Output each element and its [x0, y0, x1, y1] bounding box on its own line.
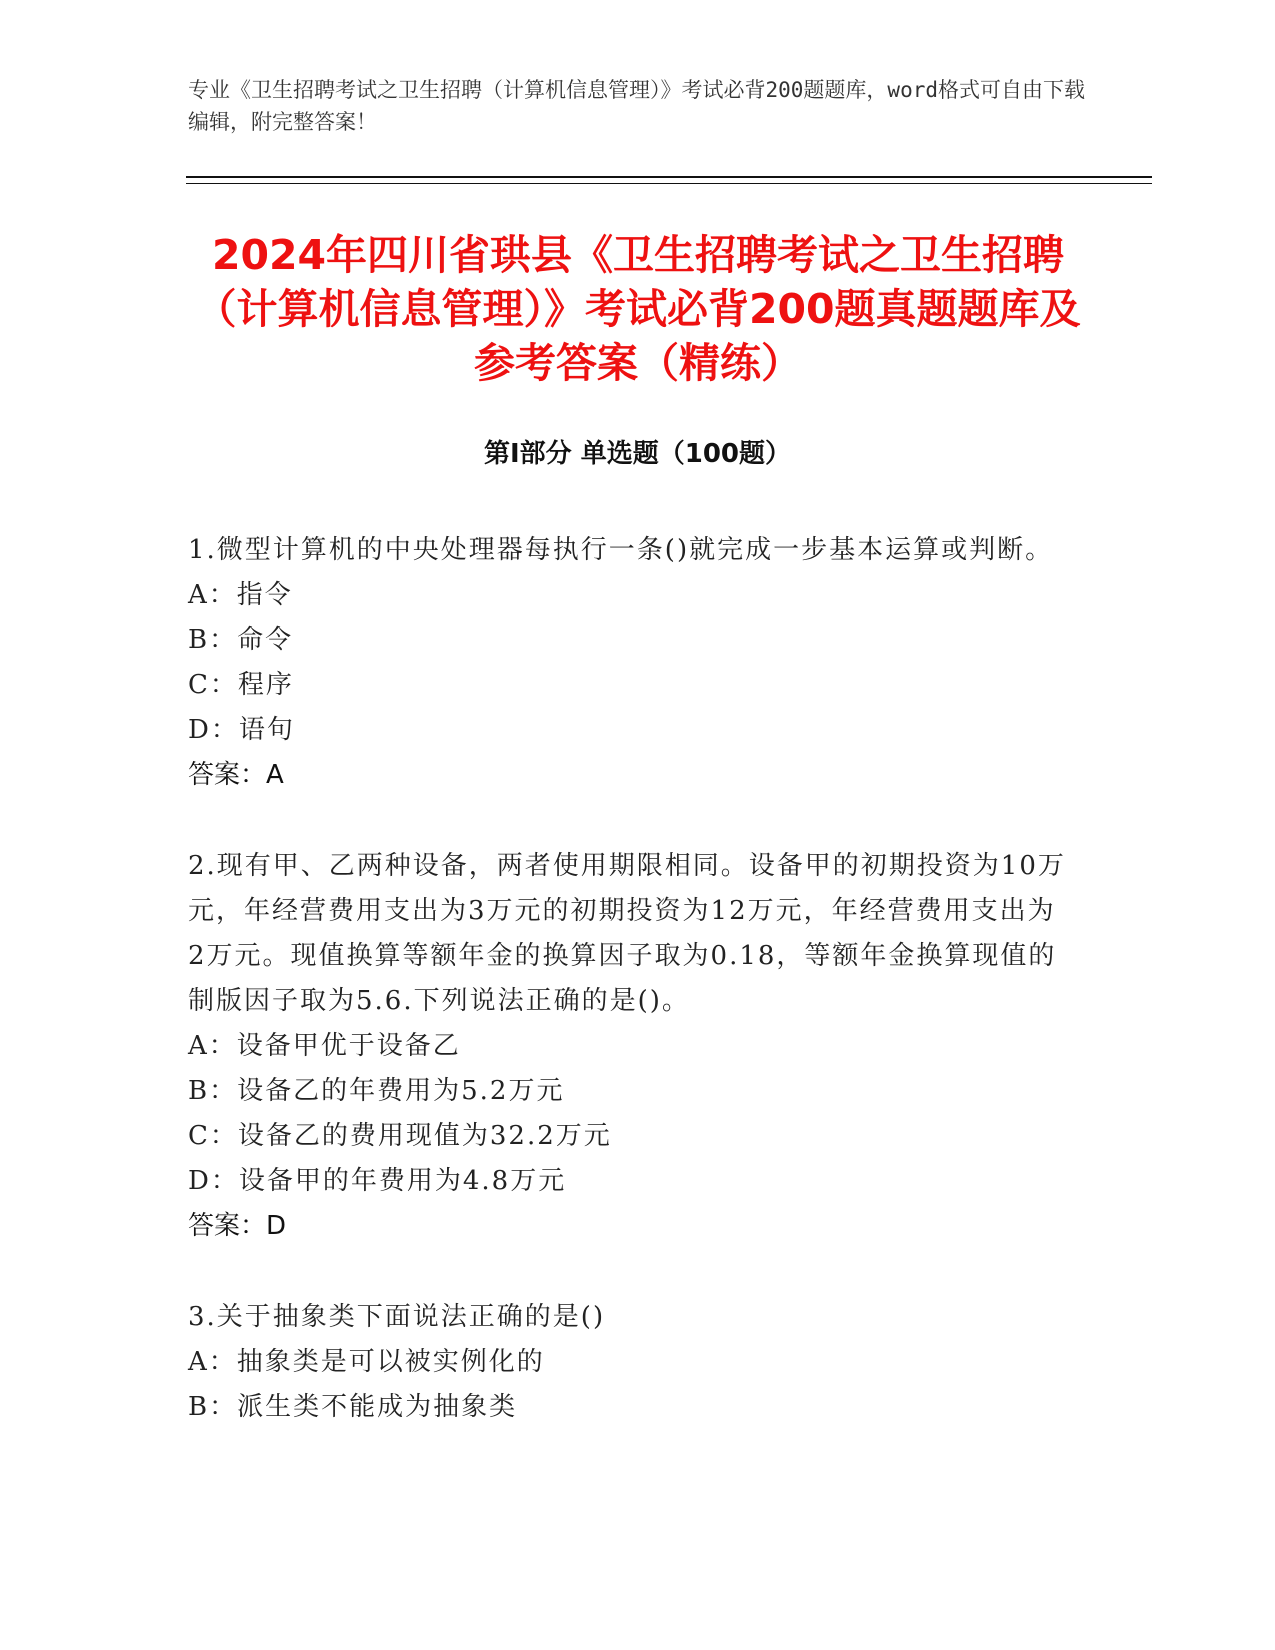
option-b: B：命令	[188, 625, 294, 655]
section-heading: 第I部分 单选题（100题）	[484, 439, 791, 469]
question-2	[188, 844, 1068, 1249]
question-1	[188, 528, 1068, 798]
option-a: A：设备甲优于设备乙	[188, 1031, 461, 1061]
option-d: D：语句	[188, 715, 295, 745]
question-3	[188, 1295, 1068, 1430]
answer: 答案：A	[188, 760, 284, 790]
option-a: A：抽象类是可以被实例化的	[188, 1347, 545, 1377]
header-divider-thick	[186, 176, 1152, 178]
header-divider-thin	[186, 183, 1152, 184]
question-stem: 3.关于抽象类下面说法正确的是()	[188, 1302, 606, 1332]
option-b: B：派生类不能成为抽象类	[188, 1392, 518, 1422]
question-stem: 1.微型计算机的中央处理器每执行一条()就完成一步基本运算或判断。	[188, 535, 1054, 565]
option-a: A：指令	[188, 580, 293, 610]
option-b: B：设备乙的年费用为5.2万元	[188, 1076, 565, 1106]
option-c: C：程序	[188, 670, 294, 700]
header-note: 专业《卫生招聘考试之卫生招聘（计算机信息管理）》考试必背200题题库，word格式可自由下载编辑，附完整答案！	[188, 78, 1085, 134]
document-title: 2024年四川省珙县《卫生招聘考试之卫生招聘（计算机信息管理）》考试必背200题真题题库及参考答案（精练）	[195, 231, 1081, 387]
option-c: C：设备乙的费用现值为32.2万元	[188, 1121, 612, 1151]
question-list	[188, 528, 1068, 1476]
question-stem: 2.现有甲、乙两种设备，两者使用期限相同。设备甲的初期投资为10万元，年经营费用支出为3万元的初期投资为12万元，年经营费用支出为2万元。现值换算等额年金的换算因子取为0.18，等额年金换算现值的制版因子取为5.6.下列说法正确的是()。	[188, 851, 1066, 1016]
answer: 答案：D	[188, 1211, 287, 1241]
option-d: D：设备甲的年费用为4.8万元	[188, 1166, 567, 1196]
